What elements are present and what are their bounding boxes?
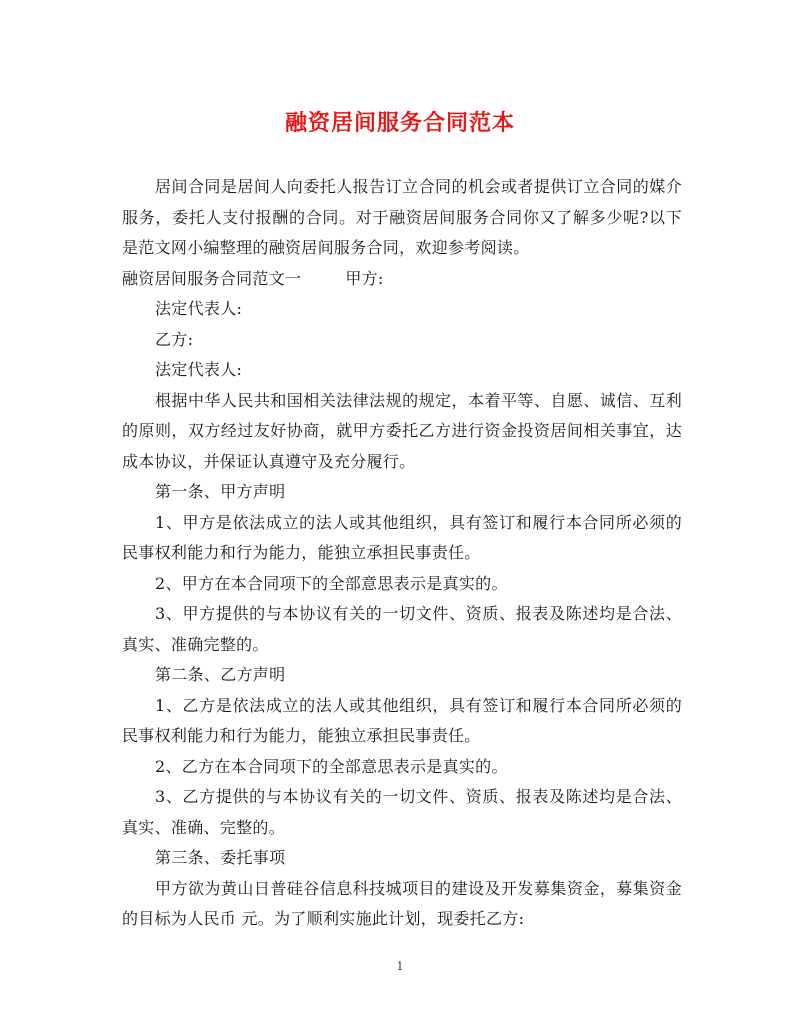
article-3-text: 甲方欲为黄山日普硅谷信息科技城项目的建设及开发募集资金，募集资金的目标为人民币 元。为了顺利实施此计划，现委托乙方: <box>122 878 682 928</box>
article-2-item-1: 1、乙方是依法成立的法人或其他组织，具有签订和履行本合同所必须的民事权利能力和行为能力，能独立承担民事责任。 <box>122 695 682 745</box>
article-1-item-2: 2、甲方在本合同项下的全部意思表示是真实的。 <box>155 573 508 593</box>
party-a-representative: 法定代表人: <box>155 299 243 318</box>
party-b-representative: 法定代表人: <box>155 360 243 379</box>
article-2-item-2: 2、乙方在本合同项下的全部意思表示是真实的。 <box>155 756 508 776</box>
sample-heading: 融资居间服务合同范文一 <box>122 268 302 288</box>
party-b-label: 乙方: <box>155 329 194 349</box>
article-2-item-3: 3、乙方提供的与本协议有关的一切文件、资质、报表及陈述均是合法、真实、准确、完整的。 <box>122 787 682 837</box>
page-number: 1 <box>396 960 404 973</box>
document-body <box>122 172 682 935</box>
article-2-heading: 第二条、乙方声明 <box>155 665 286 684</box>
article-1-item-3: 3、甲方提供的与本协议有关的一切文件、资质、报表及陈述均是合法、真实、准确完整的。 <box>122 604 682 654</box>
party-a-label: 甲方: <box>345 268 384 288</box>
paragraph-preamble: 根据中华人民共和国相关法律法规的规定，本着平等、自愿、诚信、互利的原则，双方经过友好协商，就甲方委托乙方进行资金投资居间相关事宜，达成本协议，并保证认真遵守及充分履行。 <box>122 390 682 471</box>
article-1-item-1: 1、甲方是依法成立的法人或其他组织，具有签订和履行本合同所必须的民事权利能力和行为能力，能独立承担民事责任。 <box>122 512 682 562</box>
sample-heading-line <box>122 264 682 295</box>
paragraph-intro: 居间合同是居间人向委托人报告订立合同的机会或者提供订立合同的媒介服务，委托人支付报酬的合同。对于融资居间服务合同你又了解多少呢?以下是范文网小编整理的融资居间服务合同，欢迎参考阅读。 <box>122 177 682 257</box>
document-title: 融资居间服务合同范本 <box>284 111 515 136</box>
article-3-heading: 第三条、委托事项 <box>155 848 286 867</box>
article-1-heading: 第一条、甲方声明 <box>155 482 286 501</box>
